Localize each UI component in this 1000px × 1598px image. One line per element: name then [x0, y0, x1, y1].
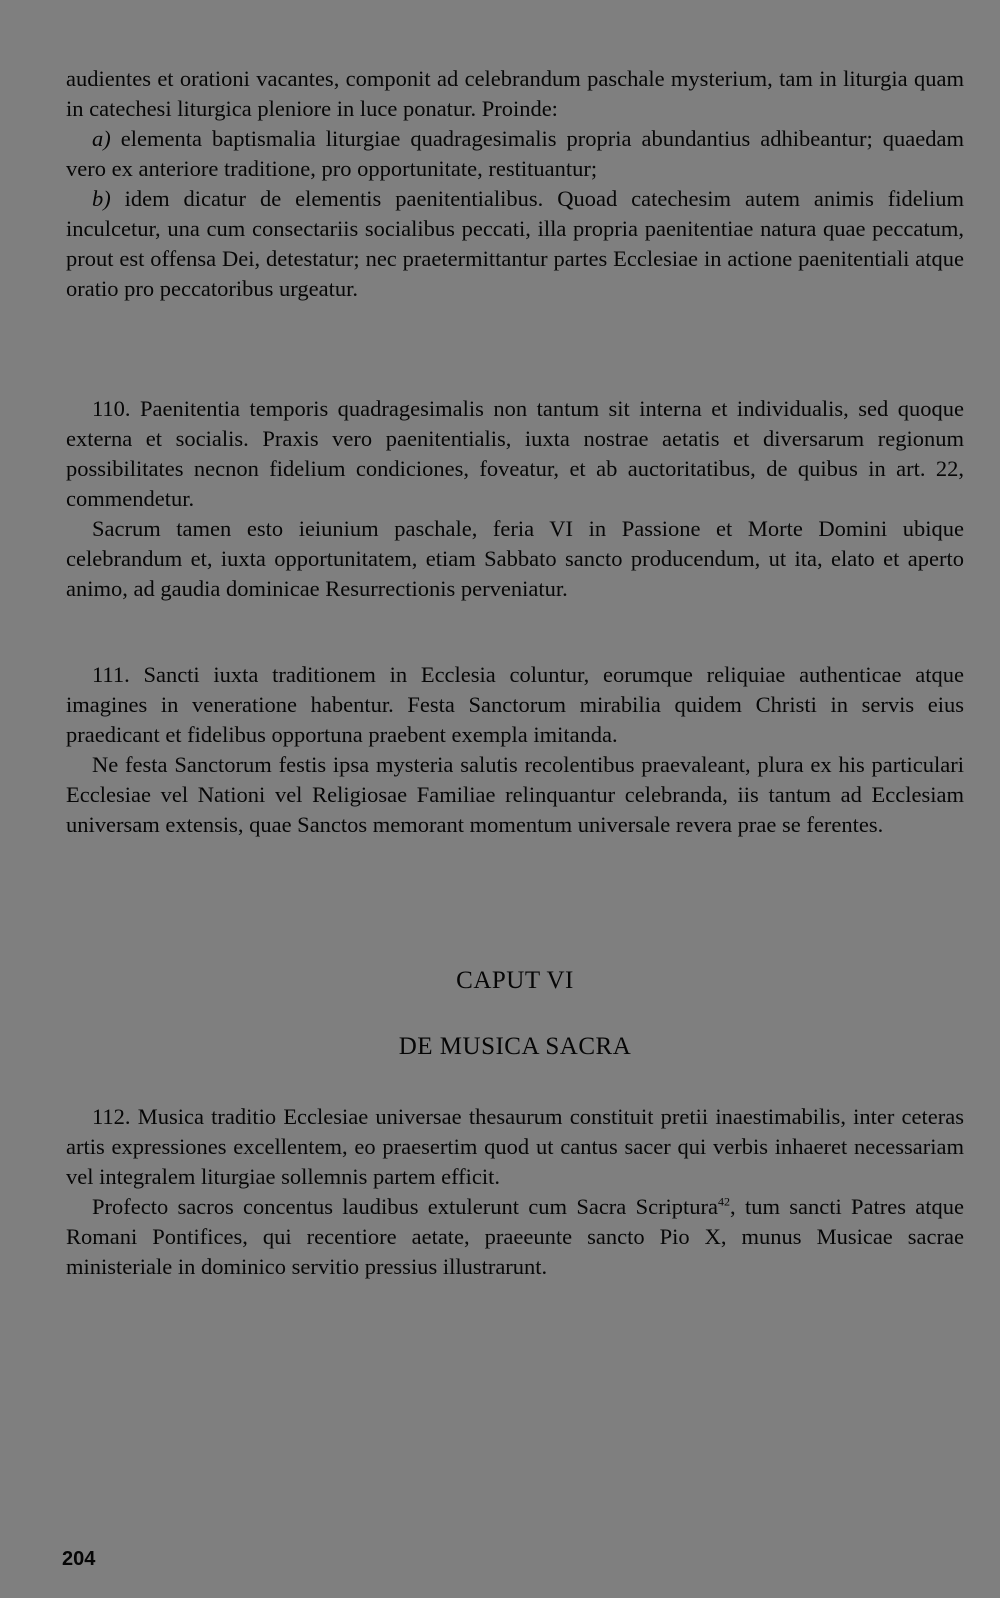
spacer — [66, 304, 964, 394]
chapter-title: CAPUT VI — [456, 967, 574, 994]
paragraph-110: 110. Paenitentia temporis quadragesimalis non tantum sit interna et individualis, sed quoque externa et socialis. Praxis vero paenitentialis, iuxta nostrae aetatis et diversarum regionum possibilitates necnon fidelium condiciones, foveatur, et ab auctoritatibus, de quibus in art. 22, commendetur. — [66, 396, 964, 511]
paragraph-112-text-b: , tum sancti Patres atque Romani Pontifices, qui recentiore aetate, praeeunte sancto Pio X, munus Musicae sacrae ministeriale in dominico servitio pressius illustrarunt. — [66, 1194, 964, 1279]
paragraph-110-continued: Sacrum tamen esto ieiunium paschale, feria VI in Passione et Morte Domini ubique celebrandum et, iuxta opportunitatem, etiam Sabbato sancto producendum, ut ita, elato et aperto animo, ad gaudia dominicae Resurrectionis perveniatur. — [66, 516, 964, 601]
item-b-marker: b) — [92, 186, 111, 211]
paragraph-111: 111. Sancti iuxta traditionem in Ecclesia coluntur, eorumque reliquiae authenticae atque imagines in veneratione habentur. Festa Sanctorum mirabilia quidem Christi in servis eius praedicant et fidelibus opportuna praebent exempla imitanda. — [66, 662, 964, 747]
item-a-marker: a) — [92, 126, 111, 151]
paragraph-111-continued: Ne festa Sanctorum festis ipsa mysteria salutis recolentibus praevaleant, plura ex his particulari Ecclesiae vel Nationi vel Religiosae Familiae relinquantur celebranda, iis tantum ad Ecclesiam universam extensis, quae Sanctos memorant momentum universale revera prae se ferentes. — [66, 752, 964, 837]
chapter-subtitle: DE MUSICA SACRA — [398, 1033, 632, 1060]
item-b-text: idem dicatur de elementis paenitentialibus. Quoad catechesim autem animis fidelium inculcetur, una cum consectariis socialibus peccati, illa propria paenitentiae natura quae peccatum, prout est offensa Dei, detestatur; nec praetermittantur partes Ecclesiae in actione paenitentiali atque oratio pro peccatoribus urgeatur. — [66, 186, 964, 301]
page-body — [66, 64, 964, 1282]
paragraph-112-text-a: Profecto sacros concentus laudibus extulerunt cum Sacra Scriptura — [92, 1194, 719, 1219]
spacer — [66, 604, 964, 660]
paragraph-112: 112. Musica traditio Ecclesiae universae thesaurum constituit pretii inaestimabilis, inter ceteras artis expressiones excellentem, eo praesertim quod ut cantus sacer qui verbis inhaeret necessariam vel integralem liturgiae sollemnis partem efficit. — [66, 1104, 964, 1189]
page-number: 204 — [62, 1548, 96, 1570]
spacer — [66, 840, 964, 966]
intro-sentence: audientes et orationi vacantes, componit ad celebrandum paschale mysterium, tam in liturgia quam in catechesi liturgica pleniore in luce ponatur. Proinde: — [66, 66, 964, 121]
item-a — [66, 124, 964, 184]
footnote-marker: 42 — [718, 1194, 731, 1209]
item-b — [66, 184, 964, 304]
paragraph-112-continued — [66, 1192, 964, 1282]
item-a-text: elementa baptismalia liturgiae quadragesimalis propria abundantius adhibeantur; quaedam vero ex anteriore traditione, pro opportunitate, restituantur; — [66, 126, 964, 181]
